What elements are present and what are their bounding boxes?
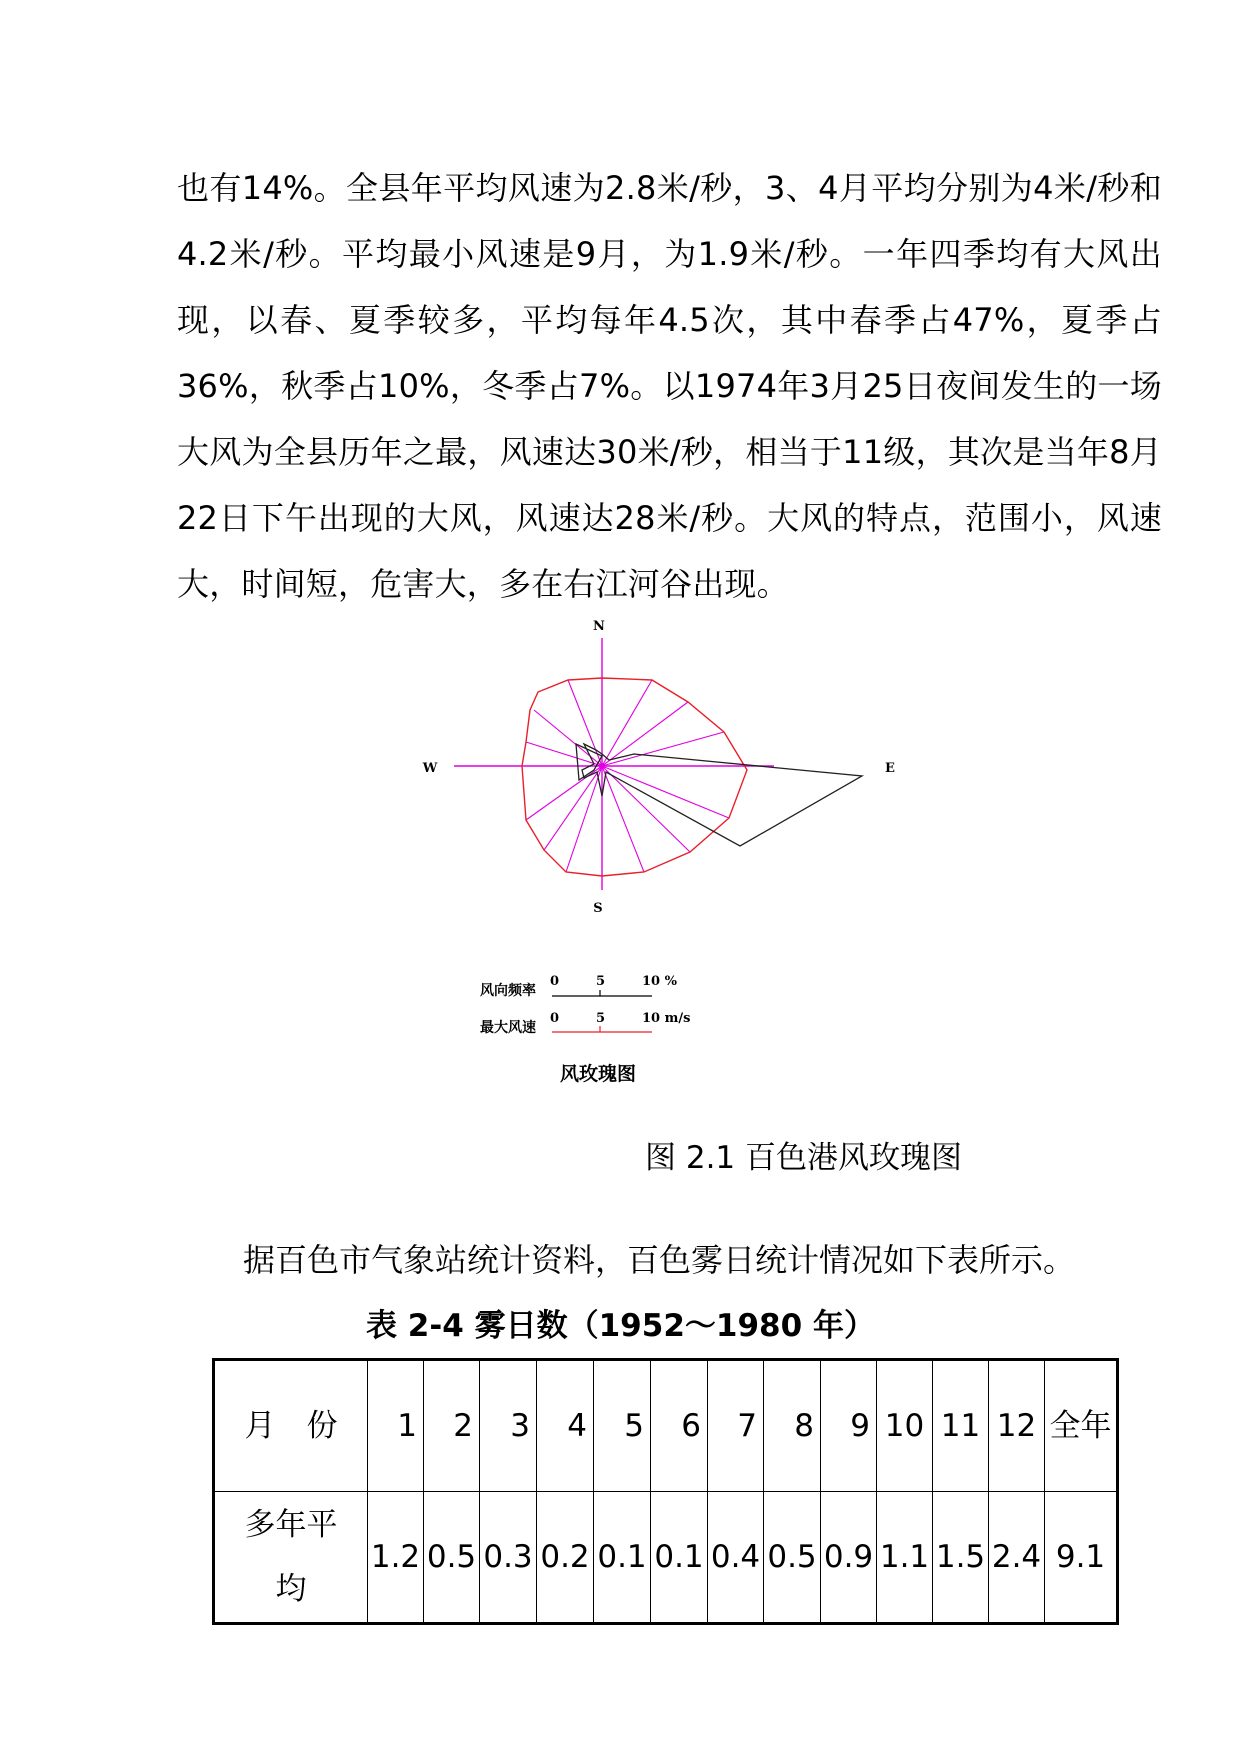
value-cell: 0.1 xyxy=(651,1492,708,1624)
month-cell: 7 xyxy=(708,1360,764,1492)
spoke-ne xyxy=(602,702,688,766)
value-cell: 0.9 xyxy=(821,1492,877,1624)
month-cell: 6 xyxy=(651,1360,708,1492)
direction-spokes xyxy=(526,680,729,872)
fog-days-table xyxy=(212,1358,1119,1625)
spoke-nne xyxy=(602,680,652,766)
speed-legend-label: 最大风速 xyxy=(480,1020,536,1036)
body-paragraph: 也有14%。全县年平均风速为2.8米/秒，3、4月平均分别为4米/秒和4.2米/秒。平均最小风速是9月，为1.9米/秒。一年四季均有大风出现，以春、夏季较多，平均每年4.5次，其中春季占47%，夏季占36%，秋季占10%，冬季占7%。以1974年3月25日夜间发生的一场大风为全县历年之最，风速达30米/秒，相当于11级，其次是当年8月22日下午出现的大风，风速达28米/秒。大风的特点，范围小，风速大，时间短，危害大，多在右江河谷出现。 xyxy=(177,169,1162,603)
value-cell: 2.4 xyxy=(989,1492,1045,1624)
value-cell: 1.5 xyxy=(933,1492,989,1624)
annual-header-cell: 全年 xyxy=(1045,1360,1118,1492)
compass-west-label: W xyxy=(422,761,438,776)
figure-caption: 图 2.1 百色港风玫瑰图 xyxy=(645,1140,963,1176)
table-values-row xyxy=(214,1492,1118,1624)
spoke-ssw xyxy=(566,766,602,872)
compass-east-label: E xyxy=(885,761,895,776)
spoke-nw xyxy=(534,710,602,766)
spoke-se xyxy=(602,766,690,852)
spoke-wnw xyxy=(526,742,602,766)
value-cell: 0.3 xyxy=(480,1492,537,1624)
table-title: 表 2-4 雾日数（1952～1980 年） xyxy=(366,1308,875,1344)
month-cell: 11 xyxy=(933,1360,989,1492)
freq-tick-5: 5 xyxy=(596,974,606,989)
month-cell: 9 xyxy=(821,1360,877,1492)
month-cell: 4 xyxy=(537,1360,594,1492)
frequency-polygon xyxy=(522,678,747,876)
month-cell: 8 xyxy=(764,1360,821,1492)
month-cell: 12 xyxy=(989,1360,1045,1492)
value-cell: 0.5 xyxy=(764,1492,821,1624)
month-cell: 5 xyxy=(594,1360,651,1492)
month-cell: 10 xyxy=(877,1360,933,1492)
freq-legend-label: 风向频率 xyxy=(480,983,536,999)
month-cell: 2 xyxy=(424,1360,480,1492)
spoke-sw xyxy=(544,766,602,850)
freq-tick-10: 10 % xyxy=(642,974,677,989)
month-cell: 1 xyxy=(368,1360,424,1492)
spoke-wsw xyxy=(526,766,602,820)
speed-tick-10: 10 m/s xyxy=(642,1011,691,1026)
value-cell: 0.5 xyxy=(424,1492,480,1624)
value-cell: 1.1 xyxy=(877,1492,933,1624)
month-cell: 3 xyxy=(480,1360,537,1492)
freq-tick-0: 0 xyxy=(550,974,560,989)
value-cell: 0.4 xyxy=(708,1492,764,1624)
value-cell: 1.2 xyxy=(368,1492,424,1624)
month-header-label: 月 份 xyxy=(214,1360,368,1492)
compass-axes xyxy=(454,638,774,890)
speed-tick-0: 0 xyxy=(550,1011,560,1026)
rose-inner-title: 风玫瑰图 xyxy=(560,1063,637,1085)
value-cell: 0.2 xyxy=(537,1492,594,1624)
row-label: 多年平均 xyxy=(214,1492,368,1624)
rose-center xyxy=(599,763,605,769)
annual-value-cell: 9.1 xyxy=(1045,1492,1118,1624)
compass-south-label: S xyxy=(593,901,603,916)
table-header-row xyxy=(214,1360,1118,1492)
table-intro-text: 据百色市气象站统计资料，百色雾日统计情况如下表所示。 xyxy=(243,1241,1076,1279)
speed-tick-5: 5 xyxy=(596,1011,606,1026)
compass-north-label: N xyxy=(593,619,605,634)
legend-figure xyxy=(480,960,740,1100)
spoke-ese xyxy=(602,766,729,818)
value-cell: 0.1 xyxy=(594,1492,651,1624)
